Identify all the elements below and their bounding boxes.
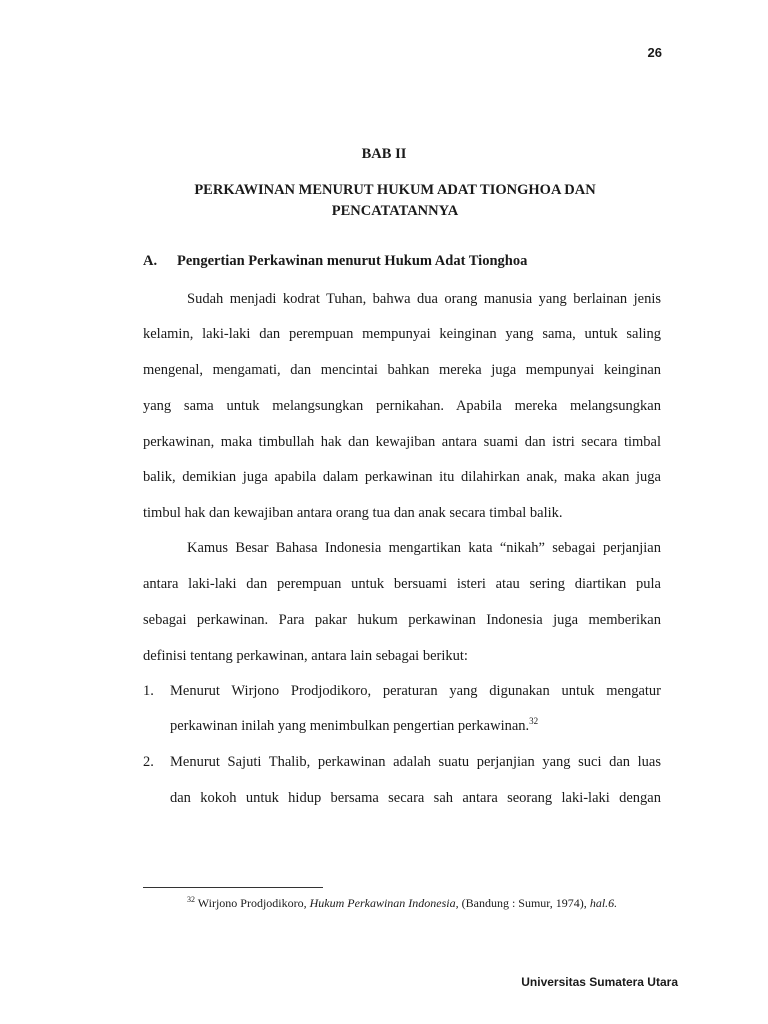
list-item-line: dan kokoh untuk hidup bersama secara sah antara seorang laki-laki dengan bbox=[170, 790, 661, 806]
footnote-author: Wirjono Prodjodikoro, bbox=[197, 896, 307, 910]
list-item-number: 2. bbox=[143, 754, 154, 770]
footnote-publication: (Bandung : Sumur, 1974), bbox=[461, 896, 587, 910]
chapter-title bbox=[150, 180, 640, 222]
list-item-line: Menurut Sajuti Thalib, perkawinan adalah suatu perjanjian yang suci dan luas bbox=[170, 754, 661, 770]
footnote-title: Hukum Perkawinan Indonesia, bbox=[309, 896, 459, 910]
list-item-line bbox=[170, 716, 661, 736]
paragraph-line: mengenal, mengamati, dan mencintai bahkan mereka juga mempunyai keinginan bbox=[143, 362, 661, 378]
footnote-reference: 32 bbox=[529, 716, 539, 726]
paragraph-line: kelamin, laki-laki dan perempuan mempunyai keinginan yang sama, untuk saling bbox=[143, 326, 661, 342]
footnote bbox=[187, 896, 617, 911]
footnote-number: 32 bbox=[187, 895, 195, 904]
page-number: 26 bbox=[647, 45, 662, 60]
paragraph-line: Kamus Besar Bahasa Indonesia mengartikan kata “nikah” sebagai perjanjian bbox=[187, 540, 661, 556]
section-heading bbox=[143, 253, 527, 270]
paragraph-line: Sudah menjadi kodrat Tuhan, bahwa dua orang manusia yang berlainan jenis bbox=[187, 291, 661, 307]
paragraph-line: antara laki-laki dan perempuan untuk bersuami isteri atau sering diartikan pula bbox=[143, 576, 661, 592]
paragraph-line: sebagai perkawinan. Para pakar hukum perkawinan Indonesia juga memberikan bbox=[143, 612, 661, 628]
paragraph-line: timbul hak dan kewajiban antara orang tua dan anak secara timbal balik. bbox=[143, 505, 563, 521]
footnote-divider bbox=[143, 887, 323, 888]
list-item-line: Menurut Wirjono Prodjodikoro, peraturan yang digunakan untuk mengatur bbox=[170, 683, 661, 699]
list-item-number: 1. bbox=[143, 683, 154, 699]
paragraph-line: yang sama untuk melangsungkan pernikahan. Apabila mereka melangsungkan bbox=[143, 398, 661, 414]
paragraph-line: definisi tentang perkawinan, antara lain sebagai berikut: bbox=[143, 648, 468, 664]
footer-university: Universitas Sumatera Utara bbox=[521, 975, 678, 989]
chapter-title-line-2: PENCATATANNYA bbox=[331, 203, 459, 219]
list-item-text: perkawinan inilah yang menimbulkan pengertian perkawinan. bbox=[170, 718, 530, 734]
chapter-title-line-1: PERKAWINAN MENURUT HUKUM ADAT TIONGHOA DAN bbox=[194, 182, 596, 198]
chapter-heading: BAB II bbox=[361, 146, 407, 162]
paragraph-line: balik, demikian juga apabila dalam perkawinan itu dilahirkan anak, maka akan juga bbox=[143, 469, 661, 485]
paragraph-line: perkawinan, maka timbullah hak dan kewajiban antara suami dan istri secara timbal bbox=[143, 434, 661, 450]
section-title: Pengertian Perkawinan menurut Hukum Adat Tionghoa bbox=[177, 253, 528, 269]
footnote-page: hal.6. bbox=[589, 896, 618, 910]
section-letter: A. bbox=[143, 253, 158, 269]
